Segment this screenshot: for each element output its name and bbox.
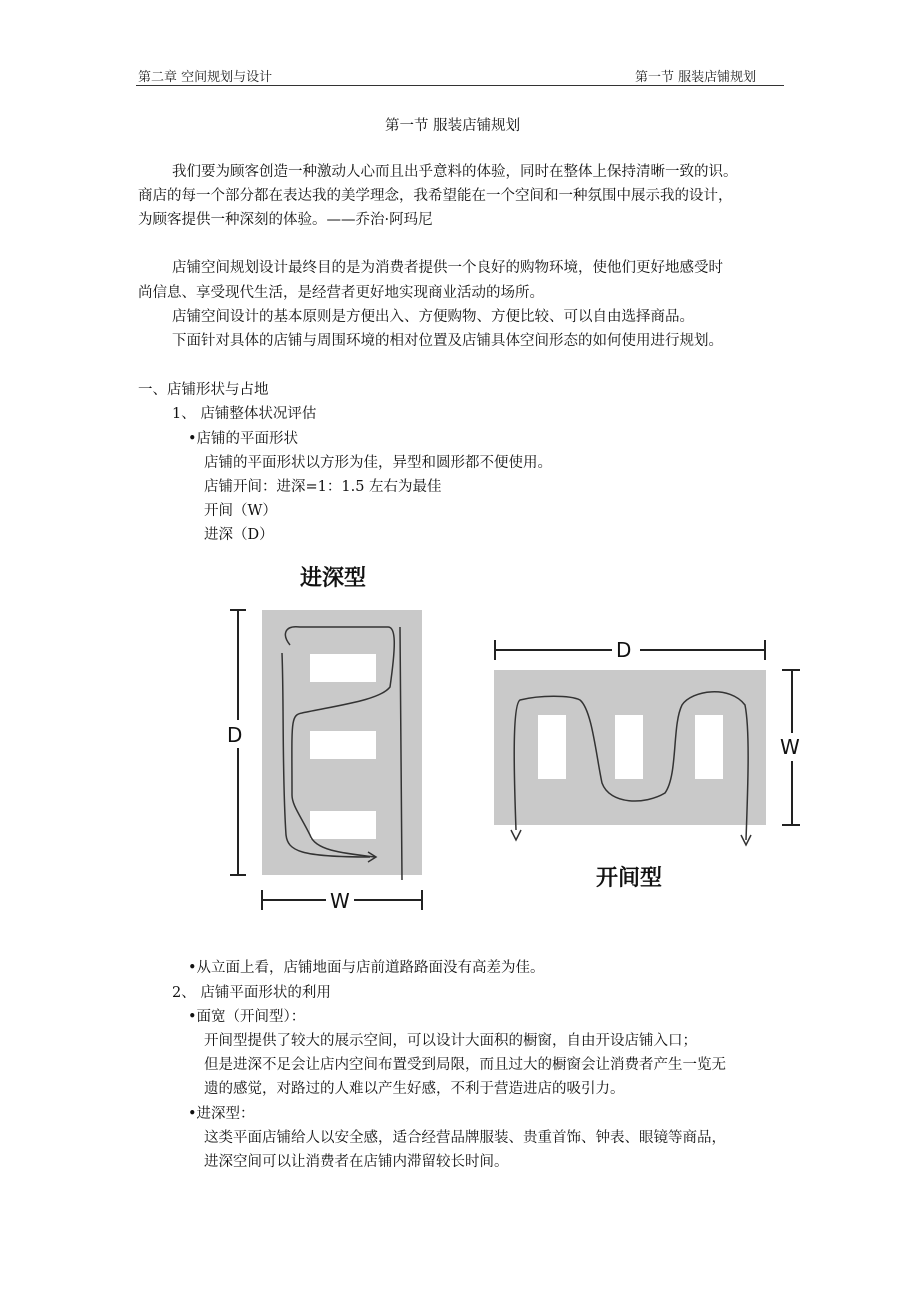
store-layout-figure (220, 555, 800, 935)
header-chapter: 第二章 空间规划与设计 (138, 70, 273, 85)
wide-w-label: W (780, 735, 800, 759)
bullet-deep-type: •进深型： (188, 1106, 255, 1122)
bullet-plan-shape: •店铺的平面形状 (188, 431, 299, 447)
body-p1-line-2: 尚信息、享受现代生活，是经营者更好地实现商业活动的场所。 (138, 285, 544, 301)
wide-store-fixture-1 (538, 715, 566, 779)
subsection-2: 2、 店铺平面形状的利用 (172, 985, 331, 1001)
body-p1-line-1: 店铺空间规划设计最终目的是为消费者提供一个良好的购物环境，使他们更好地感受时 (172, 260, 723, 276)
figure-left-title: 进深型 (300, 566, 367, 591)
figure-right-title: 开间型 (596, 866, 663, 891)
wide-d-label: D (616, 638, 632, 662)
header-divider (136, 85, 784, 86)
bullet-elevation: •从立面上看，店铺地面与店前道路路面没有高差为佳。 (188, 960, 545, 976)
deep-store-fixture-3 (310, 811, 376, 839)
wide-type-line-1: 开间型提供了较大的展示空间，可以设计大面积的橱窗，自由开设店铺入口； (204, 1033, 697, 1049)
plan-shape-line-4: 进深（D） (204, 527, 274, 543)
header-section: 第一节 服装店铺规划 (635, 70, 757, 85)
body-p3: 下面针对具体的店铺与周围环境的相对位置及店铺具体空间形态的如何使用进行规划。 (172, 333, 723, 349)
section-heading: 一、店铺形状与占地 (138, 382, 269, 398)
wide-store-arrow-1 (511, 830, 521, 840)
plan-shape-line-2: 店铺开间：进深=1：1.5 左右为最佳 (204, 479, 442, 495)
bullet-wide-type: •面宽（开间型）： (188, 1009, 306, 1025)
wide-type-line-3: 遗的感觉，对路过的人难以产生好感，不利于营造进店的吸引力。 (204, 1081, 625, 1097)
deep-w-label: W (330, 889, 350, 913)
page-title: 第一节 服装店铺规划 (385, 118, 521, 134)
wide-store-fixture-2 (615, 715, 643, 779)
deep-store-fixture-2 (310, 731, 376, 759)
subsection-1: 1、 店铺整体状况评估 (172, 406, 317, 422)
wide-store-fixture-3 (695, 715, 723, 779)
deep-d-label: D (227, 723, 243, 747)
body-p2: 店铺空间设计的基本原则是方便出入、方便购物、方便比较、可以自由选择商品。 (172, 309, 694, 325)
deep-type-line-2: 进深空间可以让消费者在店铺内滞留较长时间。 (204, 1154, 509, 1170)
intro-line-1: 我们要为顾客创造一种激动人心而且出乎意料的体验，同时在整体上保持清晰一致的识。 (172, 164, 738, 180)
plan-shape-line-3: 开间（W） (204, 503, 277, 519)
intro-line-3: 为顾客提供一种深刻的体验。——乔治·阿玛尼 (138, 212, 433, 228)
deep-type-line-1: 这类平面店铺给人以安全感，适合经营品牌服装、贵重首饰、钟表、眼镜等商品， (204, 1130, 726, 1146)
deep-store-fixture-1 (310, 654, 376, 682)
intro-line-2: 商店的每一个部分都在表达我的美学理念，我希望能在一个空间和一种氛围中展示我的设计， (138, 188, 733, 204)
wide-type-line-2: 但是进深不足会让店内空间布置受到局限，而且过大的橱窗会让消费者产生一览无 (204, 1057, 726, 1073)
plan-shape-line-1: 店铺的平面形状以方形为佳，异型和圆形都不便使用。 (204, 455, 552, 471)
